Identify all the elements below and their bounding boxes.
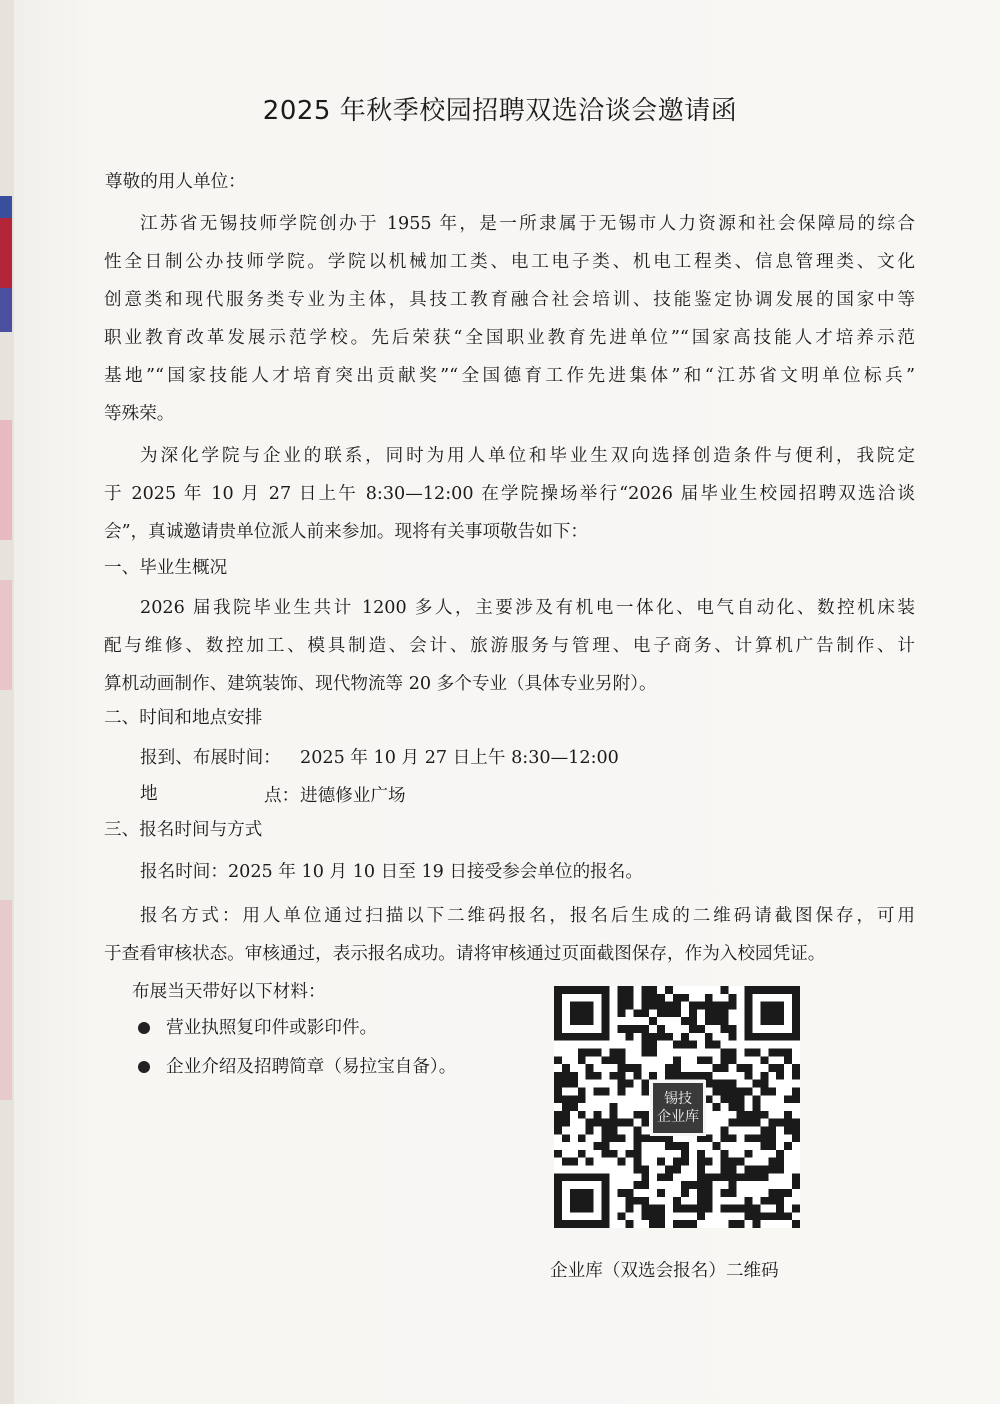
section-body-line: 配与维修、数控加工、模具制造、会计、旅游服务与管理、电子商务、计算机广告制作、计 <box>104 636 915 656</box>
place-value: 进德修业广场 <box>300 786 406 806</box>
page-title: 2025 年秋季校园招聘双选洽谈会邀请函 <box>262 96 738 126</box>
registration-time: 报名时间：2025 年 10 月 10 日至 19 日接受参会单位的报名。 <box>140 862 643 882</box>
edge-mark-pink-3 <box>0 900 12 1100</box>
intro-line: 性全日制公办技师学院。学院以机械加工类、电工电子类、机电工程类、信息管理类、文化 <box>104 252 915 272</box>
section-heading: 一、毕业生概况 <box>104 558 228 578</box>
registration-method-line: 报名方式：用人单位通过扫描以下二维码报名，报名后生成的二维码请截图保存，可用 <box>140 906 915 926</box>
edge-mark-blue <box>0 196 12 218</box>
section-body-line: 算机动画制作、建筑装饰、现代物流等 20 多个专业（具体专业另附）。 <box>104 674 657 694</box>
edge-mark-blue-2 <box>0 288 12 332</box>
edge-mark-red <box>0 218 12 288</box>
intro-line: 江苏省无锡技师学院创办于 1955 年，是一所隶属于无锡市人力资源和社会保障局的综合 <box>140 214 915 234</box>
qr-finder-top-right <box>744 986 800 1041</box>
checkin-value: 2025 年 10 月 27 日上午 8:30—12:00 <box>300 748 619 768</box>
qr-badge-line: 企业库 <box>657 1109 699 1125</box>
edge-mark-pink-2 <box>0 580 12 690</box>
registration-method-line: 于查看审核状态。审核通过，表示报名成功。请将审核通过页面截图保存，作为入校园凭证。 <box>104 944 826 964</box>
place-label: 地 <box>140 784 158 804</box>
salutation: 尊敬的用人单位： <box>105 172 246 192</box>
purpose-line: 于 2025 年 10 月 27 日上午 8:30—12:00 在学院操场举行“2026 届毕业生校园招聘双选洽谈 <box>104 484 915 504</box>
checkin-label: 报到、布展时间： <box>140 748 281 768</box>
qr-finder-bottom-left <box>554 1173 610 1228</box>
qr-badge-line: 锡技 <box>664 1091 692 1107</box>
section-body-line: 2026 届我院毕业生共计 1200 多人，主要涉及有机电一体化、电气自动化、数控机床装 <box>140 598 915 618</box>
qr-finder-top-left <box>554 986 610 1041</box>
intro-line: 基地”“国家技能人才培育突出贡献奖”“全国德育工作先进集体”和“江苏省文明单位标兵” <box>104 366 915 386</box>
edge-mark-pink <box>0 420 12 540</box>
section-heading: 三、报名时间与方式 <box>104 820 263 840</box>
qr-caption: 企业库（双选会报名）二维码 <box>550 1261 779 1281</box>
bullet-icon <box>138 1022 150 1034</box>
material-item: 营业执照复印件或影印件。 <box>166 1018 378 1038</box>
qr-center-logo <box>650 1080 706 1136</box>
intro-line: 等殊荣。 <box>104 404 175 424</box>
document-page <box>14 0 1000 1404</box>
intro-line: 职业教育改革发展示范学校。先后荣获“全国职业教育先进单位”“国家高技能人才培养示范 <box>104 328 915 348</box>
purpose-line: 为深化学院与企业的联系，同时为用人单位和毕业生双向选择创造条件与便利，我院定 <box>140 446 915 466</box>
purpose-line: 会”，真诚邀请贵单位派人前来参加。现将有关事项敬告如下： <box>104 522 589 542</box>
section-heading: 二、时间和地点安排 <box>104 708 263 728</box>
intro-line: 创意类和现代服务类专业为主体，具技工教育融合社会培训、技能鉴定协调发展的国家中等 <box>104 290 915 310</box>
material-item: 企业介绍及招聘简章（易拉宝自备）。 <box>166 1057 457 1077</box>
place-label: 点： <box>264 786 300 806</box>
materials-heading: 布展当天带好以下材料： <box>132 982 326 1002</box>
page-edge-strip <box>0 0 14 1404</box>
bullet-icon <box>138 1061 150 1073</box>
